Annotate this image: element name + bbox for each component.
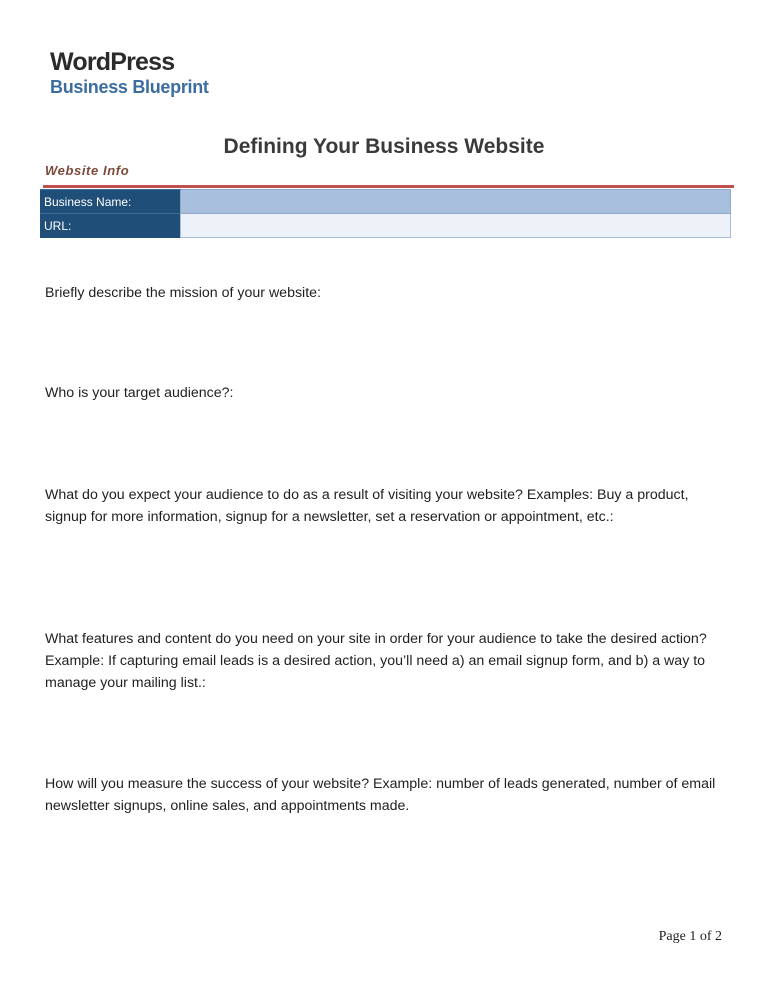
logo-wordpress-text: WordPress	[50, 48, 175, 76]
question-measure-success: How will you measure the success of your website? Example: number of leads generated, number of email newsletter signups, online sales, and appointments made.	[45, 776, 716, 814]
section-divider	[43, 185, 734, 188]
question-expected-action: What do you expect your audience to do as a result of visiting your website? Examples: Buy a product, signup for more information, signup for a newsletter, set a reservation or appointment, etc.:	[45, 487, 689, 525]
page-number: Page 1 of 2	[658, 929, 722, 944]
business-name-field[interactable]	[180, 190, 731, 214]
table-row	[40, 214, 731, 238]
logo-business-blueprint-text: Business Blueprint	[50, 77, 209, 97]
business-name-label: Business Name:	[40, 190, 180, 214]
page-title: Defining Your Business Website	[223, 135, 545, 158]
question-mission: Briefly describe the mission of your website:	[45, 285, 321, 301]
table-row	[40, 190, 731, 214]
website-info-table	[40, 189, 731, 238]
url-field[interactable]	[180, 214, 731, 238]
question-target-audience: Who is your target audience?:	[45, 385, 234, 401]
question-features-content: What features and content do you need on your site in order for your audience to take the desired action? Example: If capturing email leads is a desired action, you’ll need a) an email signup form, and b) a way to manage your mailing list.:	[45, 631, 707, 691]
wordpress-business-blueprint-logo	[50, 50, 209, 98]
url-label: URL:	[40, 214, 180, 238]
section-label-website-info: Website Info	[45, 163, 130, 178]
